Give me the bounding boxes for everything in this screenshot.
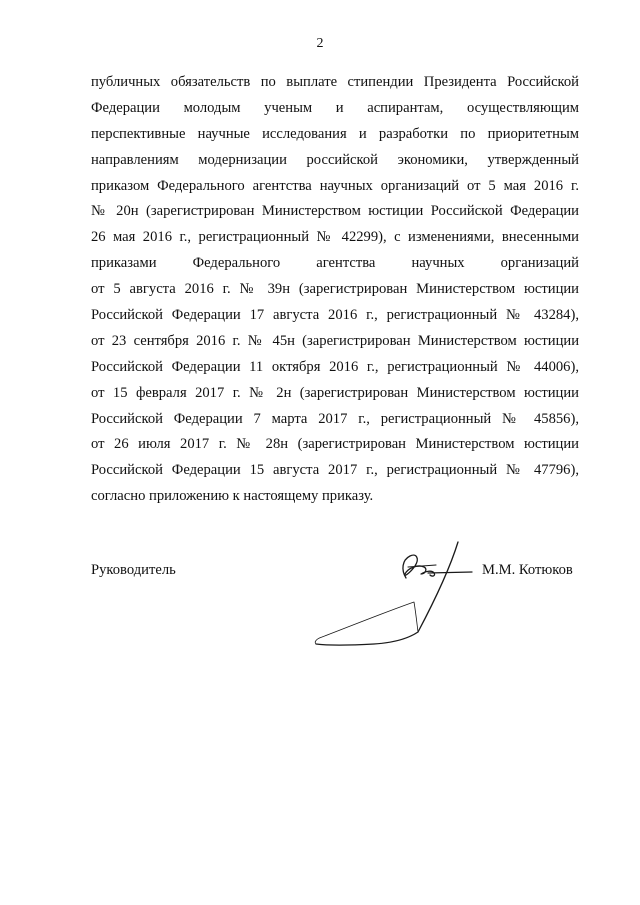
body-text <box>91 70 579 510</box>
body-line: Российской Федерации 11 октября 2016 г., регистрационный № 44006), <box>91 358 579 375</box>
body-line: от 15 февраля 2017 г. № 2н (зарегистрирован Министерством юстиции <box>91 384 579 401</box>
body-line: от 26 июля 2017 г. № 28н (зарегистрирован Министерством юстиции <box>91 436 579 453</box>
body-line: от 5 августа 2016 г. № 39н (зарегистрирован Министерством юстиции <box>91 281 579 298</box>
body-line: Федерации молодым ученым и аспирантам, осуществляющим <box>91 99 579 116</box>
body-line: перспективные научные исследования и разработки по приоритетным <box>91 125 579 142</box>
body-line: № 20н (зарегистрирован Министерством юстиции Российской Федерации <box>91 203 579 220</box>
body-line: направлениям модернизации российской экономики, утвержденный <box>91 151 579 168</box>
signer-position: Руководитель <box>91 562 176 578</box>
body-line: публичных обязательств по выплате стипендии Президента Российской <box>91 74 579 90</box>
page-number: 2 <box>316 36 324 51</box>
signer-name: М.М. Котюков <box>482 562 573 578</box>
body-line: 26 мая 2016 г., регистрационный № 42299), с изменениями, внесенными <box>91 229 579 246</box>
body-line: Российской Федерации 17 августа 2016 г., регистрационный № 43284), <box>91 307 579 324</box>
handwritten-signature <box>310 540 490 660</box>
body-line: приказом Федерального агентства научных организаций от 5 мая 2016 г. <box>91 177 579 194</box>
body-line: приказами Федерального агентства научных организаций <box>91 255 579 272</box>
body-line: согласно приложению к настоящему приказу. <box>91 488 374 505</box>
body-line: от 23 сентября 2016 г. № 45н (зарегистрирован Министерством юстиции <box>91 332 579 349</box>
body-line: Российской Федерации 15 августа 2017 г., регистрационный № 47796), <box>91 462 579 479</box>
body-line: Российской Федерации 7 марта 2017 г., регистрационный № 45856), <box>91 410 579 427</box>
